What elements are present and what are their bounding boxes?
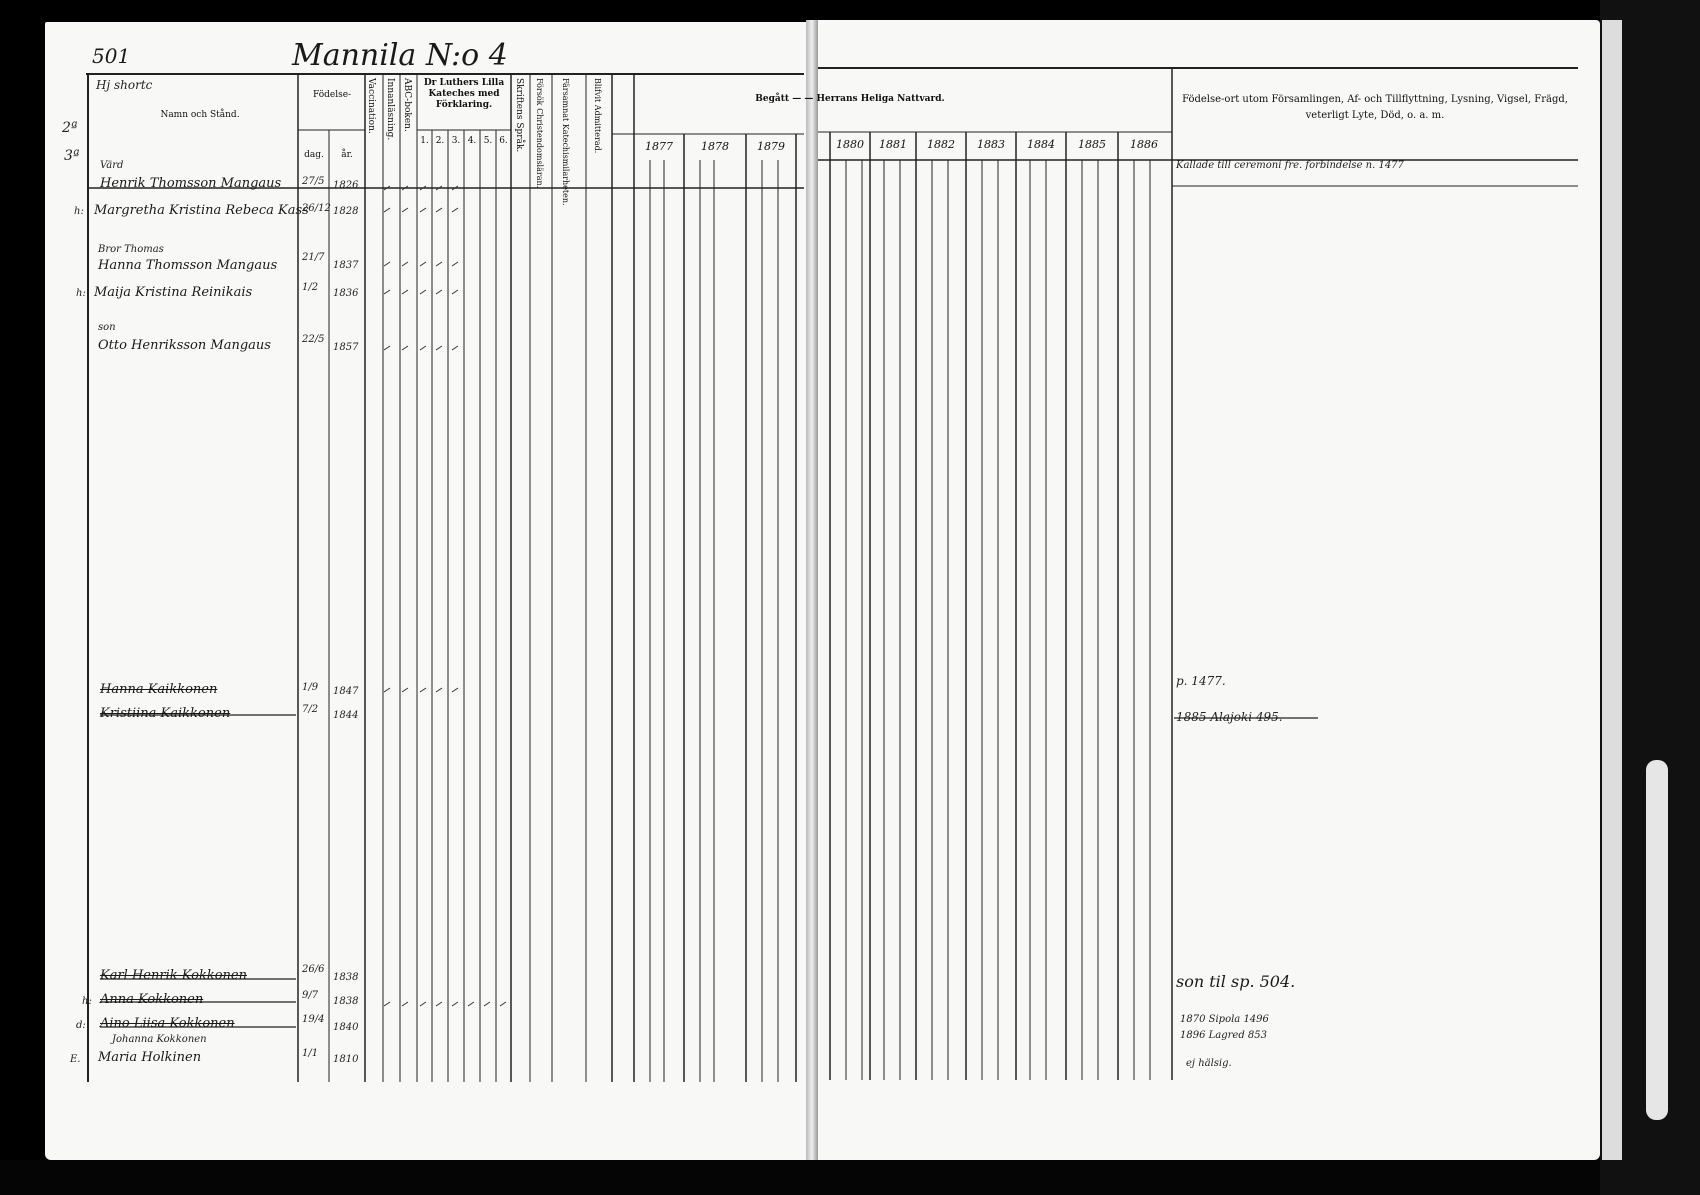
entry-birth-day: 19/4 <box>302 1014 325 1025</box>
entry-birth-day: 22/5 <box>302 334 325 345</box>
admitted-header: Blifvit Admitterad. <box>593 78 602 154</box>
entry-name: Anna Kokkonen <box>100 992 204 1007</box>
entry-birth-year: 1837 <box>333 260 359 271</box>
entry-birth-year: 1857 <box>333 342 359 353</box>
entry-birth-year: 1847 <box>333 686 359 697</box>
entry-birth-year: 1828 <box>333 206 359 217</box>
entry-remark: Kallade till ceremoni fre. forbindelse n. 1477 <box>1176 160 1404 171</box>
entry-name: Otto Henriksson Mangaus <box>98 338 271 353</box>
name-column-header: Namn och Stånd. <box>160 110 240 120</box>
entry-name: Aino Liisa Kokkonen <box>100 1016 235 1031</box>
year-header-1878: 1878 <box>701 140 729 153</box>
margin-mark-2: 3ª <box>64 148 80 164</box>
entry-birth-day: 1/1 <box>302 1048 319 1059</box>
abc-book-header: ABC-boken. <box>402 78 412 132</box>
entry-name: Maria Holkinen <box>98 1050 202 1065</box>
entry-birth-year: 1810 <box>333 1054 359 1065</box>
entry-remark: son til sp. 504. <box>1176 972 1296 991</box>
entry-name: Hanna Kaikkonen <box>100 682 218 697</box>
vaccination-header: Vaccination. <box>366 78 376 134</box>
entry-prefix: h: <box>74 206 84 217</box>
top-note: Hj shortc <box>96 78 153 92</box>
year-header-1882: 1882 <box>927 138 955 151</box>
entry-birth-day: 1/9 <box>302 682 319 693</box>
entry-birth-day: 21/7 <box>302 252 325 263</box>
catechism-part-3: 3. <box>451 136 461 146</box>
entry-birth-year: 1844 <box>333 710 359 721</box>
entry-birth-day: 1/2 <box>302 282 319 293</box>
entry-name: Karl Henrik Kokkonen <box>100 968 247 983</box>
entry-birth-day: 26/6 <box>302 964 325 975</box>
entry-birth-year: 1836 <box>333 288 359 299</box>
year-header-1883: 1883 <box>977 138 1005 151</box>
year-header-1877: 1877 <box>645 140 673 153</box>
entry-name: Hanna Thomsson Mangaus <box>98 258 278 273</box>
year-header-1879: 1879 <box>757 140 785 153</box>
entry-name: Maija Kristina Reinikais <box>94 285 253 300</box>
birth-day-header: dag. <box>304 150 324 160</box>
entry-name: Johanna Kokkonen <box>112 1034 207 1045</box>
entry-prefix: Värd <box>100 160 124 171</box>
entry-birth-day: 26/12 <box>302 203 331 214</box>
entry-birth-year: 1826 <box>333 180 359 191</box>
entry-birth-day: 9/7 <box>302 990 319 1001</box>
remarks-header: Födelse-ort utom Församlingen, Af- och Tillflyttning, Lysning, Vigsel, Frägd, veterligt Lyte, Död, o. a. m. <box>1182 94 1568 121</box>
year-header-1884: 1884 <box>1027 138 1055 151</box>
catechism-part-1: 1. <box>420 136 429 146</box>
year-header-1885: 1885 <box>1078 138 1106 151</box>
entry-birth-year: 1838 <box>333 972 359 983</box>
communion-header: Begått — — Herrans Heliga Nattvard. <box>755 94 945 104</box>
entry-prefix: Bror Thomas <box>98 244 164 255</box>
year-header-1881: 1881 <box>879 138 907 151</box>
entry-name: Margretha Kristina Rebeca Kass <box>94 203 309 218</box>
entry-remark: 1870 Sipola 1496 <box>1180 1014 1269 1025</box>
entry-remark: p. 1477. <box>1176 674 1226 688</box>
entry-remark: ej hälsig. <box>1186 1058 1232 1069</box>
christendom-header: Försök Christendomsläran. <box>535 78 544 189</box>
village-heading: Mannila N:o 4 <box>292 38 508 73</box>
birth-column-header: Födelse- <box>312 90 352 100</box>
innanlasning-header: Innanläsning. <box>385 78 395 141</box>
year-header-1886: 1886 <box>1130 138 1158 151</box>
entry-birth-year: 1838 <box>333 996 359 1007</box>
communion-exam-header: Färsamnat Katechismilarheten. <box>561 78 570 206</box>
entry-name: Henrik Thomsson Mangaus <box>100 176 282 191</box>
catechism-part-6: 6. <box>499 136 508 146</box>
entry-birth-day: 27/5 <box>302 176 325 187</box>
entry-name: Kristiina Kaikkonen <box>100 706 231 721</box>
year-header-1880: 1880 <box>836 138 864 151</box>
page-number: 501 <box>92 44 131 68</box>
entry-birth-year: 1840 <box>333 1022 359 1033</box>
catechism-part-4: 4. <box>467 136 477 146</box>
birth-year-header: år. <box>341 150 353 160</box>
entry-prefix: d: <box>76 1020 86 1031</box>
entry-prefix: E. <box>70 1054 81 1065</box>
entry-remark: 1885 Alajoki 495. <box>1176 710 1283 724</box>
entry-prefix: h: <box>76 288 86 299</box>
entry-remark: 1896 Lagred 853 <box>1180 1030 1267 1041</box>
catechism-part-2: 2. <box>435 136 445 146</box>
entry-birth-day: 7/2 <box>302 704 319 715</box>
margin-mark-1: 2ª <box>62 120 78 136</box>
scripture-header: Skriftens Språk. <box>514 78 524 153</box>
catechism-header: Dr Luthers Lilla Kateches med Förklaring. <box>423 78 505 110</box>
catechism-part-5: 5. <box>483 136 493 146</box>
entry-prefix: son <box>98 322 116 333</box>
entry-prefix: h: <box>82 996 92 1007</box>
